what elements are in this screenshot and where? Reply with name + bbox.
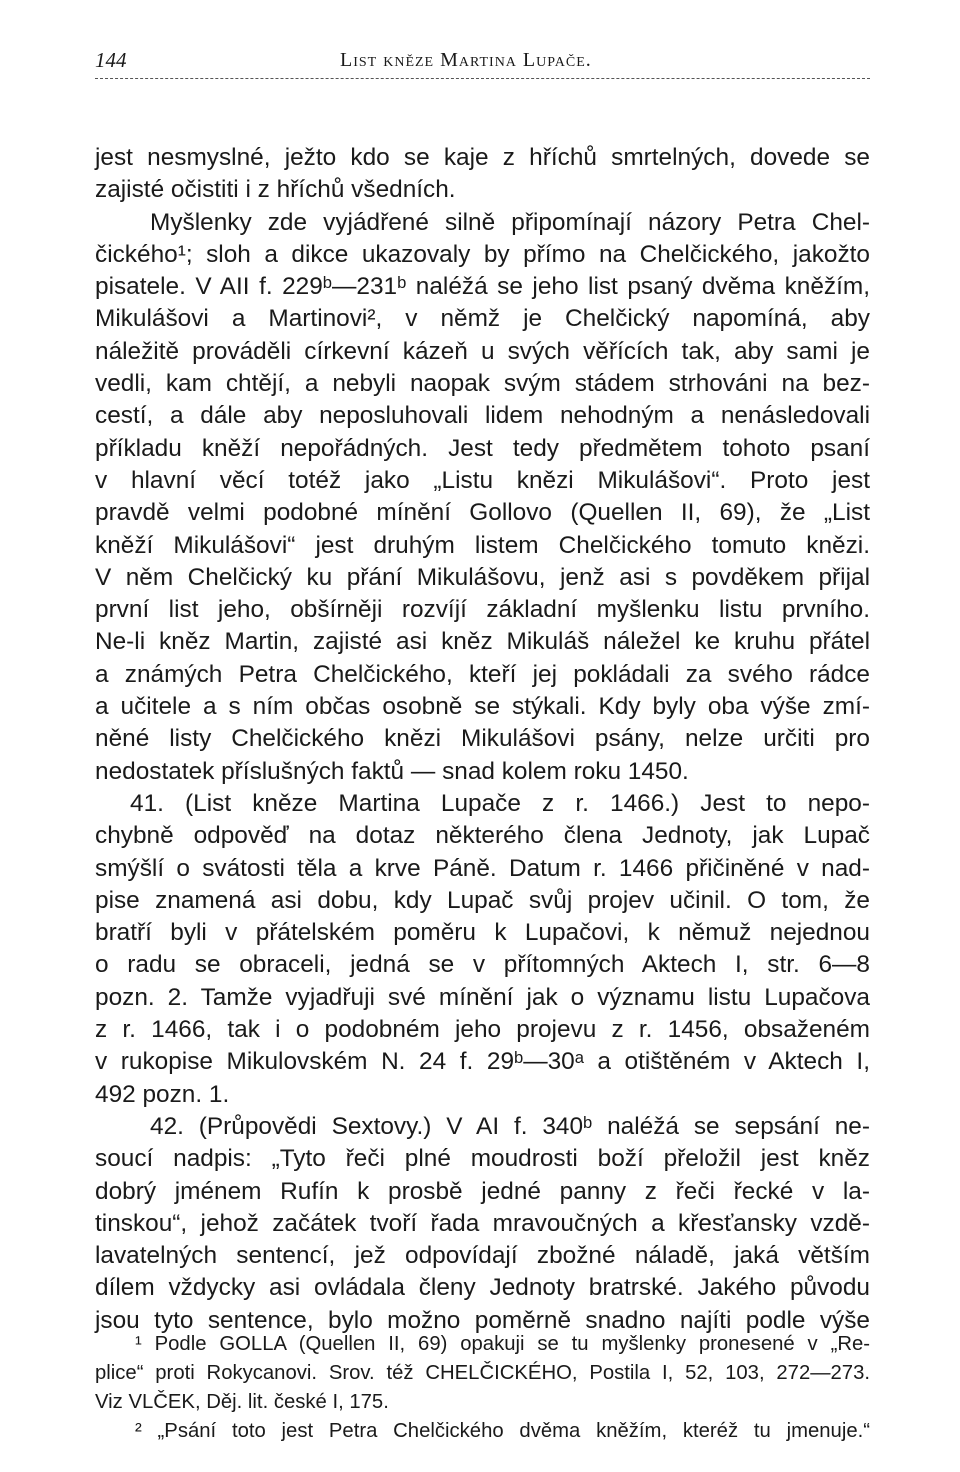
text-line: bratří byli v přátelském poměru k Lupačovi, k němuž nejednou — [95, 919, 870, 947]
text-line: smýšlí o svátosti těla a krve Páně. Datum r. 1466 přičiněné v nad- — [95, 854, 870, 882]
text-line: zajisté očistiti i z hříchů všedních. — [95, 176, 456, 204]
text-line: Ne-li kněz Martin, zajisté asi kněz Mikuláš náležel ke kruhu přátel — [95, 628, 870, 656]
footnote-2: ² „Psání toto jest Petra Chelčického dvěma kněžím, kteréž tu jmenuje.“ — [135, 1420, 870, 1442]
text-line: čického¹; sloh a dikce ukazovaly by přímo na Chelčického, jakožto — [95, 240, 870, 268]
text-line: Mikulášovi a Martinovi², v němž je Chelčický napomíná, aby — [95, 305, 870, 333]
footnote-1: ¹ Podle GOLLA (Quellen II, 69) opakuji se tu myšlenky pronesené v „Re- — [135, 1333, 870, 1355]
text-line: a známých Petra Chelčického, kteří jej pokládali za svého rádce — [95, 660, 870, 688]
page-number: 144 — [95, 48, 127, 72]
text-line: tinskou“, jehož začátek tvoří řada mravoučných a křesťansky vzdě- — [95, 1209, 870, 1237]
page-header — [95, 48, 870, 79]
text-line: v rukopise Mikulovském N. 24 f. 29ᵇ—30ᵃ a otištěném v Aktech I, — [95, 1048, 870, 1076]
body-text — [95, 142, 870, 1337]
text-line: a učitele a s ním občas osobně se stýkali. Kdy byly oba výše zmí- — [95, 693, 870, 721]
text-line: něné listy Chelčického knězi Mikulášovi psány, nelze určiti pro — [95, 725, 870, 753]
text-line: o radu se obraceli, jedná se v přítomných Aktech I, str. 6—8 — [95, 951, 870, 979]
text-line: nedostatek příslušných faktů — snad kolem roku 1450. — [95, 757, 689, 785]
text-line: soucí nadpis: „Tyto řeči plné moudrosti boží přeložil jest kněz — [95, 1145, 870, 1173]
text-line: v hlavní věcí totéž jako „Listu knězi Mikulášovi“. Proto jest — [95, 466, 870, 494]
text-line: první list jeho, obšírněji rozvíjí základní myšlenku listu prvního. — [95, 596, 870, 624]
text-line: vedli, kam chtějí, a nebyli naopak svým stádem strhováni na bez- — [95, 370, 870, 398]
text-line: chybně odpověď na dotaz některého člena Jednoty, jak Lupač — [95, 822, 870, 850]
footnotes — [95, 1330, 870, 1446]
text-line: Myšlenky zde vyjádřené silně připomínají názory Petra Chel- — [150, 208, 870, 236]
text-line: pozn. 2. Tamže vyjadřuji své mínění jak o významu listu Lupačova — [95, 983, 870, 1011]
section-41-heading-line: 41. (List kněze Martina Lupače z r. 1466.) Jest to nepo- — [130, 789, 870, 817]
text-line: příkladu kněží nepořádných. Jest tedy předmětem tohoto psaní — [95, 434, 870, 462]
text-line: pise znamená asi dobu, kdy Lupač svůj projev učinil. O tom, že — [95, 886, 870, 914]
text-line: jest nesmyslné, ježto kdo se kaje z hříchů smrtelných, dovede se — [95, 144, 870, 171]
text-line: pravdě velmi podobné mínění Gollovo (Quellen II, 69), že „List — [95, 499, 870, 527]
text-line: kněží Mikulášovi“ jest druhým listem Chelčického tomuto knězi. — [95, 531, 870, 559]
text-line: jsou tyto sentence, bylo možno poměrně snadno najíti podle výše — [95, 1306, 870, 1334]
text-line: V něm Chelčický ku přání Mikulášovu, jenž asi s povděkem přijal — [95, 563, 870, 591]
running-title: List kněze Martina Lupače. — [340, 49, 592, 71]
text-line: náležitě prováděli církevní kázeň u svých věřících tak, aby sami je — [95, 337, 870, 365]
footnote-1-cont: Viz VLČEK, Děj. lit. české I, 175. — [95, 1391, 389, 1413]
text-line: pisatele. V AII f. 229ᵇ—231ᵇ naléžá se jeho list psaný dvěma kněžím, — [95, 273, 870, 301]
footnote-1-cont: plice“ proti Rokycanovi. Srov. též CHELČICKÉHO, Postila I, 52, 103, 272—273. — [95, 1362, 870, 1384]
section-42-heading-line: 42. (Průpovědi Sextovy.) V AI f. 340ᵇ naléžá se sepsání ne- — [150, 1112, 870, 1140]
text-line: dílem vždycky asi ovládala členy Jednoty bratrské. Jakého původu — [95, 1274, 870, 1302]
text-line: lavatelných sentencí, jež odpovídají zbožné náladě, jaká větším — [95, 1242, 870, 1270]
text-line: dobrý jménem Rufín k prosbě jedné panny z řeči řecké v la- — [95, 1177, 870, 1205]
text-line: 492 pozn. 1. — [95, 1080, 230, 1108]
text-line: z r. 1466, tak i o podobném jeho projevu z r. 1456, obsaženém — [95, 1016, 870, 1044]
text-line: cestí, a dále aby neposluhovali lidem nehodným a nenásledovali — [95, 402, 870, 430]
